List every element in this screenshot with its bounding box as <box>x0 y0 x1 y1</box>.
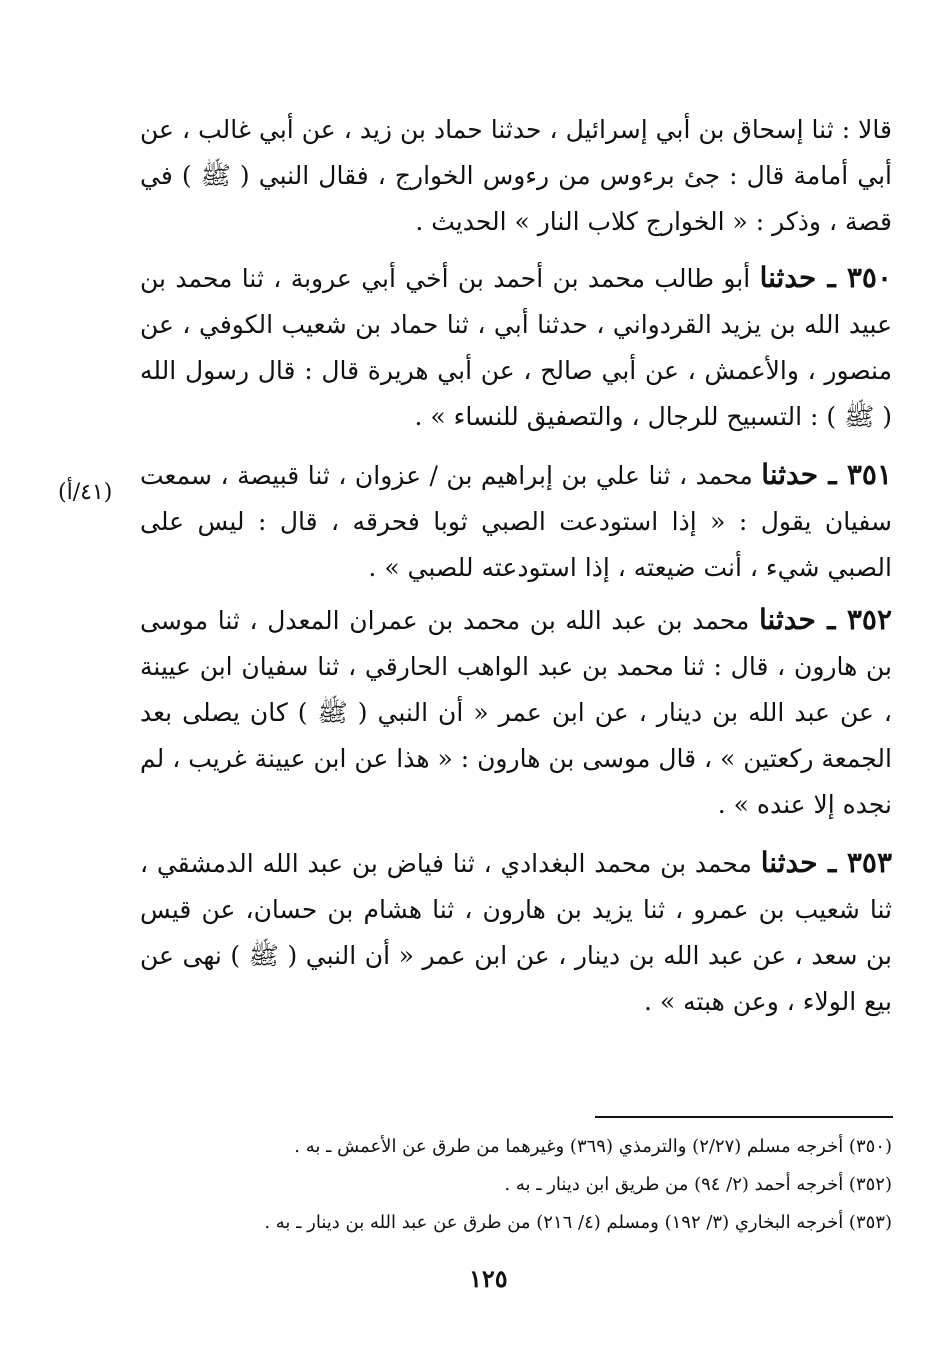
footnote: (٣٥٢) أخرجه أحمد (٢/ ٩٤) من طريق ابن دينار ـ به . <box>504 1174 892 1195</box>
hadith-lead: ٣٥٢ ـ حدثنا <box>758 603 892 636</box>
paragraph-hadith-352 <box>140 597 892 828</box>
paragraph-text: قالا : ثنا إسحاق بن أبي إسرائيل ، حدثنا حماد بن زيد ، عن أبي غالب ، عن أبي أمامة قال : جئ برءوس من رءوس الخوارج ، فقال النبي ( ﷺ ) في قصة ، وذكر : « الخوارج كلاب النار » الحديث . <box>140 115 892 236</box>
paragraph-intro <box>140 106 892 245</box>
main-text <box>140 106 892 1025</box>
paragraph-hadith-350 <box>140 255 892 440</box>
footnotes <box>140 1128 892 1242</box>
paragraph-text: محمد بن محمد البغدادي ، ثنا فياض بن عبد الله الدمشقي ، ثنا شعيب بن عمرو ، ثنا يزيد بن هارون ، ثنا هشام بن حسان، عن قيس بن سعد ، عن عبد الله بن دينار ، عن ابن عمر « أن النبي ( ﷺ ) نهى عن بيع الولاء ، وعن هبته » . <box>140 849 892 1016</box>
paragraph-text: محمد بن عبد الله بن محمد بن عمران المعدل ، ثنا موسى بن هارون ، قال : ثنا محمد بن عبد الواهب الحارقي ، ثنا سفيان ابن عيينة ، عن عبد الله بن دينار ، عن ابن عمر « أن النبي ( ﷺ ) كان يصلى بعد الجمعة ركعتين » ، قال موسى بن هارون : « هذا عن ابن عيينة غريب ، لم نجده إلا عنده » . <box>140 606 892 819</box>
paragraph-hadith-351 <box>140 452 892 591</box>
manuscript-folio-note: (٤١/أ) <box>58 480 113 505</box>
paragraph-text: محمد ، ثنا علي بن إبراهيم بن / عزوان ، ثنا قبيصة ، سمعت سفيان يقول : « إذا استودعت الصبي ثوبا فحرقه ، قال : ليس على الصبي شيء ، أنت ضيعته ، إذا استودعته للصبي » . <box>140 461 892 582</box>
hadith-lead: ٣٥٣ ـ حدثنا <box>760 846 892 879</box>
footnote: (٣٥٣) أخرجه البخاري (٣/ ١٩٢) ومسلم (٤/ ٢١٦) من طرق عن عبد الله بن دينار ـ به . <box>264 1212 892 1233</box>
footnote-divider <box>595 1116 893 1118</box>
paragraph-hadith-353 <box>140 840 892 1025</box>
paragraph-text: أبو طالب محمد بن أحمد بن أخي أبي عروبة ، ثنا محمد بن عبيد الله بن يزيد القردواني ، حدثنا أبي ، ثنا حماد بن شعيب الكوفي ، عن منصور ، والأعمش ، عن أبي صالح ، عن أبي هريرة قال : قال رسول الله ( ﷺ ) : التسبيح للرجال ، والتصفيق للنساء » . <box>140 264 892 431</box>
page-number: ١٢٥ <box>469 1264 508 1293</box>
hadith-lead: ٣٥٠ ـ حدثنا <box>759 261 892 294</box>
footnote: (٣٥٠) أخرجه مسلم (٢/٢٧) والترمذي (٣٦٩) وغيرهما من طرق عن الأعمش ـ به . <box>294 1136 892 1157</box>
hadith-lead: ٣٥١ ـ حدثنا <box>761 458 892 491</box>
